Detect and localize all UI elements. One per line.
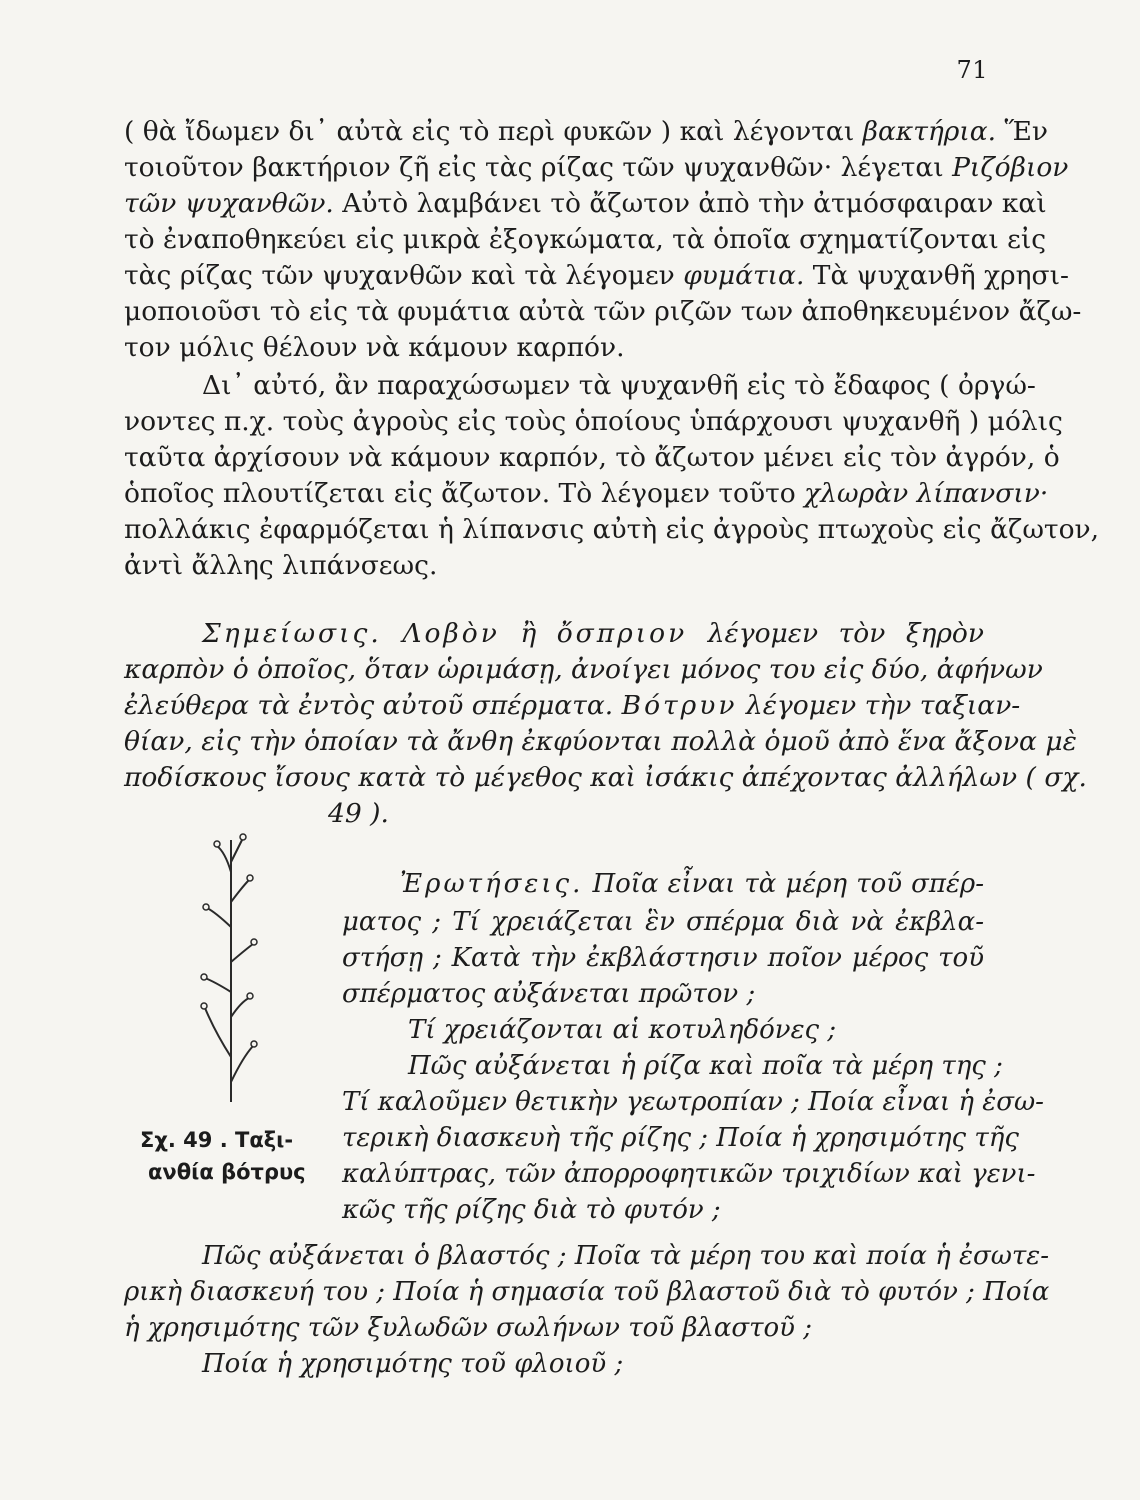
flower	[201, 1003, 207, 1009]
flower	[251, 1041, 257, 1047]
caption-line: Σχ. 49 . Ταξι-	[140, 1128, 294, 1152]
pedicel	[231, 998, 249, 1017]
text-line: τὰς ρίζας τῶν ψυχανθῶν καὶ τὰ λέγομεν φυμάτια. Τὰ ψυχανθῆ χρησι-	[124, 260, 1069, 291]
flower	[251, 939, 257, 945]
pedicel	[205, 1008, 231, 1057]
text-line: καρπὸν ὁ ὁποῖος, ὅταν ὡριμάσῃ, ἀνοίγει μόνος του εἰς δύο, ἀφήνων	[124, 654, 1043, 685]
text-line: στήσῃ ; Κατὰ τὴν ἐκβλάστησιν ποῖον μέρος τοῦ	[342, 943, 984, 973]
pedicel	[231, 1046, 253, 1082]
pedicel	[231, 944, 253, 962]
text-line: κῶς τῆς ρίζης διὰ τὸ φυτόν ;	[342, 1195, 721, 1225]
pedicel	[205, 978, 231, 992]
text-line: ρικὴ διασκευή του ; Ποία ἡ σημασία τοῦ βλαστοῦ διὰ τὸ φυτόν ; Ποία	[124, 1277, 1050, 1307]
figure-caption	[140, 1124, 322, 1188]
flower	[203, 904, 209, 910]
pedicel	[231, 838, 243, 862]
text-line: ὁποῖος πλουτίζεται εἰς ἄζωτον. Τὸ λέγομεν τοῦτο χλωρὰν λίπανσιν·	[124, 478, 1049, 509]
text-line: Τί χρειάζονται αἱ κοτυληδόνες ;	[408, 1015, 837, 1045]
text-line: ἀντὶ ἄλλης λιπάνσεως.	[124, 550, 438, 581]
text-line: ταῦτα ἀρχίσουν νὰ κάμουν καρπόν, τὸ ἄζωτον μένει εἰς τὸν ἀγρόν, ὁ	[124, 442, 1060, 473]
text-line: τῶν ψυχανθῶν. Αὐτὸ λαμβάνει τὸ ἄζωτον ἀπὸ τὴν ἀτμόσφαιραν καὶ	[124, 188, 1047, 219]
text-line: Ἐρωτήσεις. Ποῖα εἶναι τὰ μέρη τοῦ σπέρ-	[400, 869, 985, 899]
pedicel	[207, 908, 231, 927]
text-line: ἡ χρησιμότης τῶν ξυλωδῶν σωλήνων τοῦ βλαστοῦ ;	[124, 1313, 812, 1343]
text-line: πολλάκις ἐφαρμόζεται ἡ λίπανσις αὐτὴ εἰς ἀγροὺς πτωχοὺς εἰς ἄζωτον,	[124, 514, 1100, 545]
text-line: ἐλεύθερα τὰ ἐντὸς αὐτοῦ σπέρματα. Βότρυν λέγομεν τὴν ταξιαν-	[124, 690, 1021, 721]
flower	[247, 875, 253, 881]
text-line: 49 ).	[328, 798, 389, 829]
text-line: νοντες π.χ. τοὺς ἀγροὺς εἰς τοὺς ὁποίους ὑπάρχουσι ψυχανθῆ ) μόλις	[124, 406, 1063, 437]
text-line: Σημείωσις. Λοβὸν ἢ ὄσπριον λέγομεν τὸν ξηρὸν	[202, 618, 984, 649]
caption-line: ανθία βότρυς	[148, 1160, 306, 1184]
text-line: μοποιοῦσι τὸ εἰς τὰ φυμάτια αὐτὰ τῶν ριζῶν των ἀποθηκευμένον ἄζω-	[124, 296, 1082, 327]
text-line: Τί καλοῦμεν θετικὴν γεωτροπίαν ; Ποία εἶναι ἡ ἐσω-	[342, 1087, 1044, 1117]
text-line: τον μόλις θέλουν νὰ κάμουν καρπόν.	[124, 332, 625, 363]
flower	[240, 834, 246, 840]
page-number: 71	[956, 56, 988, 84]
pedicel	[231, 880, 249, 902]
text-line: καλύπτρας, τῶν ἀπορροφητικῶν τριχιδίων καὶ γενι-	[342, 1159, 1036, 1189]
raceme-figure	[185, 832, 285, 1112]
text-line: τερικὴ διασκευὴ τῆς ρίζης ; Ποία ἡ χρησιμότης τῆς	[342, 1123, 1019, 1153]
text-line: τὸ ἐναποθηκεύει εἰς μικρὰ ἐξογκώματα, τὰ ὁποῖα σχηματίζονται εἰς	[124, 224, 1047, 255]
text-line: Πῶς αὐξάνεται ἡ ρίζα καὶ ποῖα τὰ μέρη της ;	[408, 1051, 1003, 1081]
text-line: τοιοῦτον βακτήριον ζῆ εἰς τὰς ρίζας τῶν ψυχανθῶν· λέγεται Ριζόβιον	[124, 152, 1069, 183]
text-line: Δι᾽ αὐτό, ἂν παραχώσωμεν τὰ ψυχανθῆ εἰς τὸ ἔδαφος ( ὀργώ-	[202, 370, 1036, 401]
questions-heading: Ἐρωτήσεις.	[400, 869, 584, 899]
text-line: ματος ; Τί χρειάζεται ἓν σπέρμα διὰ νὰ ἐκβλα-	[342, 907, 984, 937]
note-heading: Σημείωσις.	[202, 618, 382, 649]
text-line: Ποία ἡ χρησιμότης τοῦ φλοιοῦ ;	[202, 1349, 624, 1379]
flower	[247, 993, 253, 999]
flower	[201, 974, 207, 980]
pedicel	[217, 846, 231, 872]
text-line: ( θὰ ἴδωμεν δι᾽ αὐτὰ εἰς τὸ περὶ φυκῶν ) καὶ λέγονται βακτήρια. Ἕν	[124, 116, 1049, 147]
flower	[214, 841, 220, 847]
text-line: θίαν, εἰς τὴν ὁποίαν τὰ ἄνθη ἐκφύονται πολλὰ ὁμοῦ ἀπὸ ἕνα ἄξονα μὲ	[124, 726, 1077, 757]
text-line: σπέρματος αὐξάνεται πρῶτον ;	[342, 979, 756, 1009]
text-line: Πῶς αὐξάνεται ὁ βλαστός ; Ποῖα τὰ μέρη του καὶ ποία ἡ ἐσωτε-	[202, 1241, 1050, 1271]
text-line: ποδίσκους ἴσους κατὰ τὸ μέγεθος καὶ ἰσάκις ἀπέχοντας ἀλλήλων ( σχ.	[124, 762, 1087, 793]
